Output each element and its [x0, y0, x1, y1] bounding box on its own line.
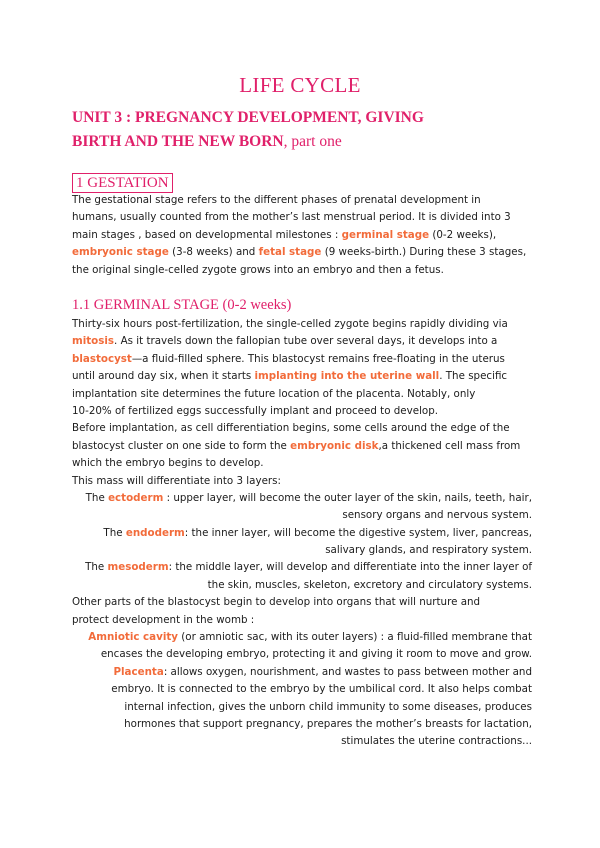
section-heading-gestation: 1 GESTATION	[72, 173, 173, 193]
text-line: This mass will differentiate into 3 layers:	[72, 474, 281, 487]
term-ectoderm: ectoderm	[108, 491, 164, 504]
section-heading-germinal-stage: 1.1 GERMINAL STAGE (0-2 weeks)	[72, 297, 292, 313]
text: : upper layer, will become the outer layer of the skin, nails, teeth, hair,	[163, 491, 532, 504]
text: The	[103, 526, 126, 539]
text: . The specific	[439, 370, 508, 383]
text-line	[72, 351, 532, 368]
text-line	[72, 438, 532, 455]
unit-heading-bold: BIRTH AND THE NEW BORN	[72, 133, 284, 150]
text: (3-8 weeks) and	[168, 246, 259, 259]
text: —a fluid-filled sphere. This blastocyst remains free-floating in the uterus	[131, 352, 505, 365]
term-amniotic-cavity: Amniotic cavity	[88, 631, 178, 644]
term-fetal-stage: fetal stage	[258, 246, 322, 259]
layer-ectoderm	[72, 490, 532, 507]
organ-amniotic-cavity	[72, 629, 532, 646]
text-line: stimulates the uterine contractions...	[341, 735, 532, 748]
unit-heading-suffix: , part one	[283, 133, 342, 150]
text-line: implantation site determines the future location of the placenta. Notably, only	[72, 387, 476, 400]
term-mesoderm: mesoderm	[107, 561, 169, 574]
gestation-paragraph	[72, 192, 532, 279]
text: : the middle layer, will develop and differentiate into the inner layer of	[168, 561, 532, 574]
term-implanting: implanting into the uterine wall	[254, 370, 440, 383]
text: . As it travels down the fallopian tube over several days, it develops into a	[114, 335, 498, 348]
term-embryonic-disk: embryonic disk	[290, 439, 379, 452]
text-line	[72, 333, 532, 350]
organ-placenta	[72, 664, 532, 681]
text: main stages , based on developmental milestones :	[72, 228, 342, 241]
text-line	[72, 227, 532, 244]
term-endoderm: endoderm	[125, 526, 185, 539]
text: The	[85, 491, 109, 504]
unit-heading	[72, 106, 542, 154]
text-line: hormones that support pregnancy, prepares the mother’s breasts for lactation,	[124, 717, 532, 730]
text-line: the original single-celled zygote grows into an embryo and then a fetus.	[72, 263, 444, 276]
unit-heading-line2	[72, 130, 542, 154]
layer-endoderm	[72, 525, 532, 542]
text-line	[72, 368, 532, 385]
text-line: Before implantation, as cell differentiation begins, some cells around the edge of the	[72, 422, 510, 435]
layer-mesoderm	[72, 559, 532, 576]
text-line: salivary glands, and respiratory system.	[325, 544, 532, 557]
text: ,a thickened cell mass from	[378, 439, 521, 452]
text: blastocyst cluster on one side to form the	[72, 439, 291, 452]
germinal-stage-body	[72, 316, 532, 751]
text-line: Other parts of the blastocyst begin to develop into organs that will nurture and	[72, 596, 481, 609]
text-line: The gestational stage refers to the different phases of prenatal development in	[72, 194, 481, 206]
text-line: the skin, muscles, skeleton, excretory and circulatory systems.	[207, 578, 532, 591]
text: : allows oxygen, nourishment, and wastes to pass between mother and	[163, 665, 532, 678]
term-placenta: Placenta	[113, 665, 164, 678]
text: (0-2 weeks),	[429, 228, 497, 241]
text-line: humans, usually counted from the mother’s last menstrual period. It is divided into 3	[72, 211, 511, 224]
text-line: protect development in the womb :	[72, 613, 255, 626]
text-line: Thirty-six hours post-fertilization, the single-celled zygote begins rapidly dividing via	[72, 318, 508, 330]
term-mitosis: mitosis	[72, 335, 115, 348]
text-line: internal infection, gives the unborn child immunity to some diseases, produces	[124, 700, 532, 713]
unit-heading-line1: UNIT 3 : PREGNANCY DEVELOPMENT, GIVING	[72, 109, 424, 126]
text-line	[72, 244, 532, 261]
text: until around day six, when it starts	[72, 370, 255, 383]
term-embryonic-stage: embryonic stage	[72, 246, 169, 259]
text: The	[85, 561, 108, 574]
term-germinal-stage: germinal stage	[341, 228, 430, 241]
page-title: LIFE CYCLE	[239, 73, 361, 97]
text: (or amniotic sac, with its outer layers) : a fluid-filled membrane that	[177, 631, 532, 644]
term-blastocyst: blastocyst	[72, 352, 132, 365]
text: : the inner layer, will become the digestive system, liver, pancreas,	[184, 526, 532, 539]
text: (9 weeks-birth.) During these 3 stages,	[321, 246, 527, 259]
text-line: sensory organs and nervous system.	[342, 509, 532, 522]
text-line: encases the developing embryo, protecting it and giving it room to move and grow.	[100, 648, 532, 661]
text-line: which the embryo begins to develop.	[72, 457, 264, 470]
text-line: embryo. It is connected to the embryo by the umbilical cord. It also helps combat	[111, 683, 532, 696]
text-line: 10-20% of fertilized eggs successfully implant and proceed to develop.	[72, 404, 439, 417]
